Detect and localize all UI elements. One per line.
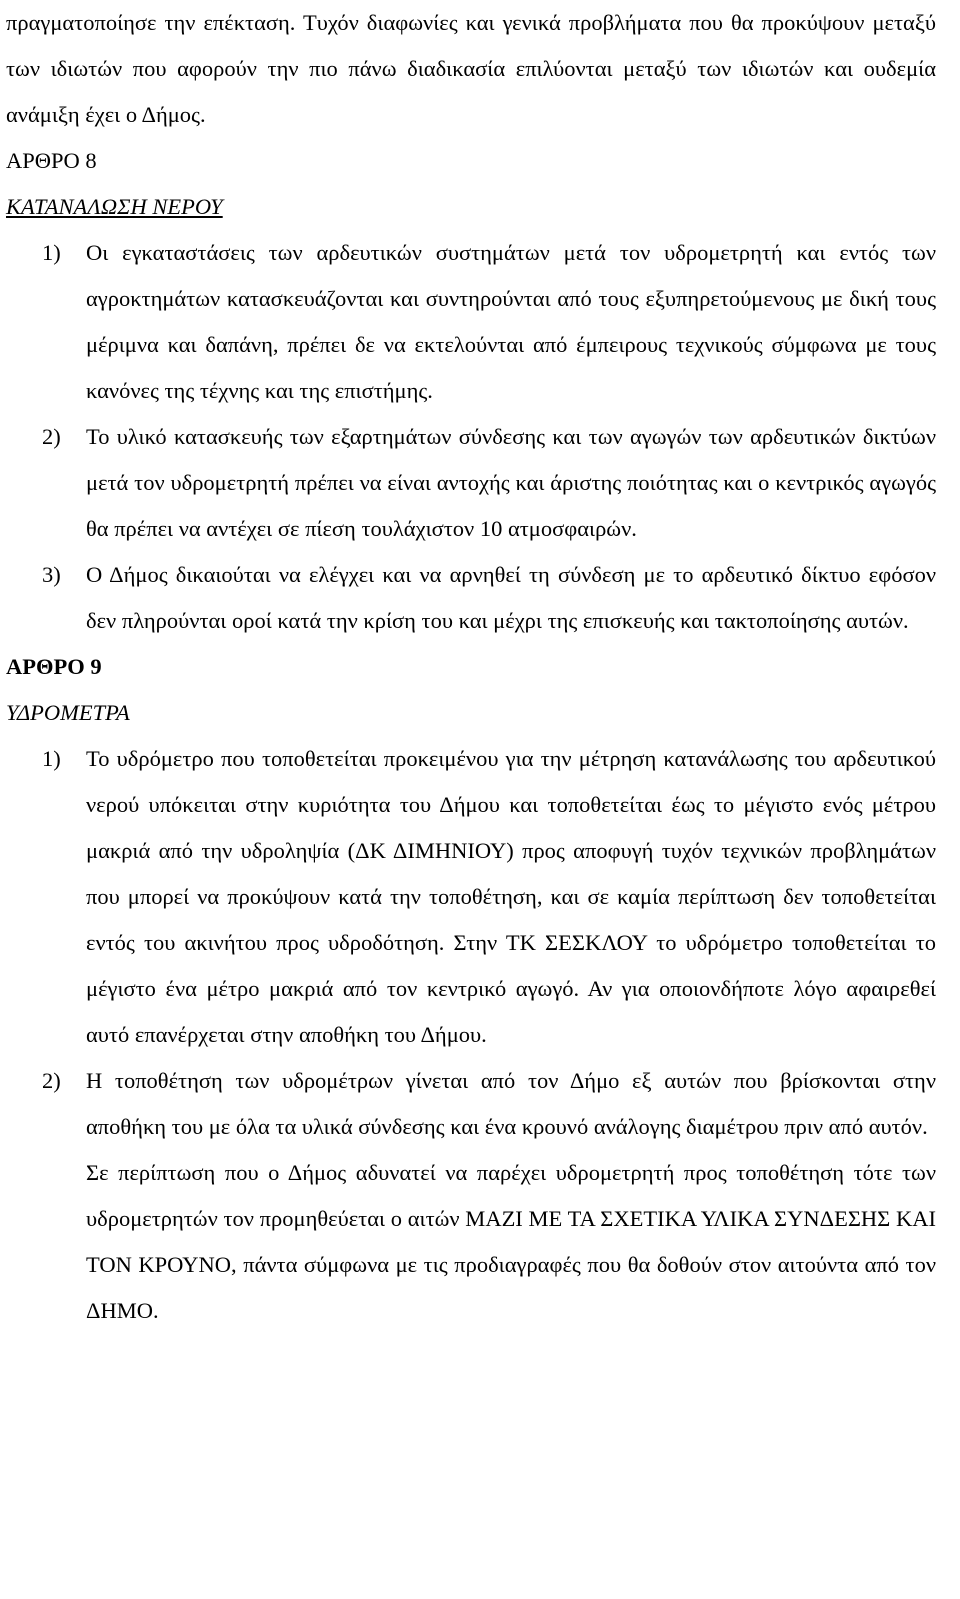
article-9-title: ΥΔΡΟΜΕΤΡΑ: [6, 700, 130, 725]
item-text: Το υδρόμετρο που τοποθετείται προκειμένου για την μέτρηση κατανάλωσης του αρδευτικού νερού υπόκειται στην κυριότητα του Δήμου και τοποθετείται έως το μέγιστο ενός μέτρου μακριά από την υδροληψία (ΔΚ ΔΙΜΗΝΙΟΥ) προς αποφυγή τυχόν τεχνικών προβλημάτων που μπορεί να προκύψουν κατά την τοποθέτηση, και σε καμία περίπτωση δεν τοποθετείται εντός του ακινήτου προς υδροδότηση. Στην ΤΚ ΣΕΣΚΛΟΥ το υδρόμετρο τοποθετείται το μέγιστο ένα μέτρο μακριά από τον κεντρικό αγωγό. Αν για οποιονδήποτε λόγο αφαιρεθεί αυτό επανέρχεται στην αποθήκη του Δήμου.: [86, 746, 936, 1047]
article-8-title: ΚΑΤΑΝΑΛΩΣΗ ΝΕΡΟΥ: [6, 194, 223, 219]
item-number: 1): [42, 746, 61, 771]
article-9-item-2: [6, 1058, 936, 1150]
article-8-item-2: [6, 414, 936, 552]
item-number: 3): [42, 562, 61, 587]
item-text: Ο Δήμος δικαιούται να ελέγχει και να αρνηθεί τη σύνδεση με το αρδευτικό δίκτυο εφόσον δεν πληρούνται οροί κατά την κρίση του και μέχρι της επισκευής και τακτοποίησης αυτών.: [86, 562, 936, 633]
article-9-item-1: [6, 736, 936, 1058]
item-text: Η τοποθέτηση των υδρομέτρων γίνεται από τον Δήμο εξ αυτών που βρίσκονται στην αποθήκη του με όλα τα υλικά σύνδεσης και ένα κρουνό ανάλογης διαμέτρου πριν από αυτόν.: [86, 1068, 936, 1139]
item-number: 1): [42, 240, 61, 265]
article-9-heading: ΑΡΘΡΟ 9: [6, 654, 102, 679]
continuation-text: Σε περίπτωση που ο Δήμος αδυνατεί να παρέχει υδρομετρητή προς τοποθέτηση τότε των υδρομετρητών τον προμηθεύεται ο αιτών ΜΑΖΙ ΜΕ ΤΑ ΣΧΕΤΙΚΑ ΥΛΙΚΑ ΣΥΝΔΕΣΗΣ ΚΑΙ ΤΟΝ ΚΡΟΥΝΟ, πάντα σύμφωνα με τις προδιαγραφές που θα δοθούν στον αιτούντα από τον ΔΗΜΟ.: [86, 1160, 936, 1323]
item-text: Το υλικό κατασκευής των εξαρτημάτων σύνδεσης και των αγωγών των αρδευτικών δικτύων μετά τον υδρομετρητή πρέπει να είναι αντοχής και άριστης ποιότητας και ο κεντρικός αγωγός θα πρέπει να αντέχει σε πίεση τουλάχιστον 10 ατμοσφαιρών.: [86, 424, 936, 541]
document-page: [6, 0, 936, 1334]
article-9: [6, 644, 936, 1334]
article-9-item-2-continuation: [6, 1150, 936, 1334]
article-8-item-1: [6, 230, 936, 414]
article-8-heading: ΑΡΘΡΟ 8: [6, 148, 97, 173]
intro-paragraph: πραγματοποίησε την επέκταση. Τυχόν διαφωνίες και γενικά προβλήματα που θα προκύψουν μεταξύ των ιδιωτών που αφορούν την πιο πάνω διαδικασία επιλύονται μεταξύ των ιδιωτών και ουδεμία ανάμιξη έχει ο Δήμος.: [6, 10, 936, 127]
article-8: [6, 138, 936, 644]
item-number: 2): [42, 424, 61, 449]
item-number: 2): [42, 1068, 61, 1093]
article-8-item-3: [6, 552, 936, 644]
item-text: Οι εγκαταστάσεις των αρδευτικών συστημάτων μετά τον υδρομετρητή και εντός των αγροκτημάτων κατασκευάζονται και συντηρούνται από τους εξυπηρετούμενους με δική τους μέριμνα και δαπάνη, πρέπει δε να εκτελούνται από έμπειρους τεχνικούς σύμφωνα με τους κανόνες της τέχνης και της επιστήμης.: [86, 240, 936, 403]
